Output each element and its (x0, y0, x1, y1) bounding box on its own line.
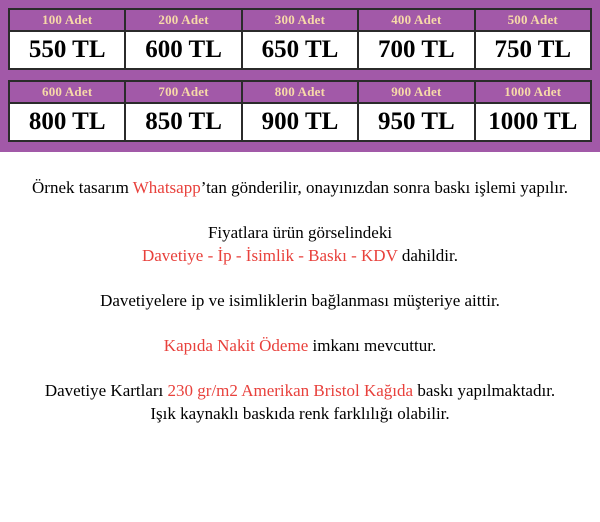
quantity-cell: 800 Adet (242, 81, 358, 103)
note-paper-highlight: 230 gr/m2 Amerikan Bristol Kağıda (167, 380, 414, 400)
quantity-cell: 600 Adet (9, 81, 125, 103)
quantity-cell: 100 Adet (9, 9, 125, 31)
quantity-cell: 300 Adet (242, 9, 358, 31)
quantity-cell: 700 Adet (125, 81, 241, 103)
price-table-row-1 (8, 8, 592, 70)
note-string-tags-text: Davetiyelere ip ve isimliklerin bağlanması müşteriye aittir. (100, 290, 500, 310)
table-row (9, 31, 591, 69)
note-whatsapp-suffix: ’tan gönderilir, onayınızdan sonra baskı işlemi yapılır. (200, 178, 568, 197)
note-included-highlight: Davetiye - İp - İsimlik - Baskı - KDV (141, 245, 398, 265)
price-cell: 750 TL (475, 31, 591, 69)
table-row (9, 9, 591, 31)
note-included-suffix: dahildir. (397, 245, 459, 265)
note-whatsapp-highlight: Whatsapp (132, 178, 201, 197)
note-string-tags (10, 290, 590, 313)
price-cell: 950 TL (358, 103, 474, 141)
price-table-row-2 (8, 80, 592, 142)
price-cell: 700 TL (358, 31, 474, 69)
note-whatsapp-prefix: Örnek tasarım (32, 178, 133, 197)
note-included-line2 (10, 245, 590, 268)
quantity-cell: 1000 Adet (475, 81, 591, 103)
note-paper-line2: Işık kaynaklı baskıda renk farklılığı olabilir. (150, 403, 450, 423)
note-payment-suffix: imkanı mevcuttur. (308, 335, 437, 355)
note-paper-suffix: baskı yapılmaktadır. (413, 380, 556, 400)
quantity-cell: 500 Adet (475, 9, 591, 31)
note-included-line1: Fiyatlara ürün görselindeki (207, 223, 393, 242)
price-cell: 600 TL (125, 31, 241, 69)
quantity-cell: 900 Adet (358, 81, 474, 103)
price-cell: 900 TL (242, 103, 358, 141)
notes-section (0, 152, 600, 426)
price-cell: 850 TL (125, 103, 241, 141)
price-cell: 1000 TL (475, 103, 591, 141)
note-paper (10, 380, 590, 426)
price-cell: 800 TL (9, 103, 125, 141)
price-cell: 550 TL (9, 31, 125, 69)
table-row (9, 103, 591, 141)
note-paper-prefix: Davetiye Kartları (44, 380, 168, 400)
price-cell: 650 TL (242, 31, 358, 69)
note-included (10, 222, 590, 268)
quantity-cell: 200 Adet (125, 9, 241, 31)
note-whatsapp (10, 178, 590, 198)
note-payment (10, 335, 590, 358)
price-panel (0, 0, 600, 152)
note-payment-highlight: Kapıda Nakit Ödeme (163, 335, 309, 355)
note-paper-line1 (10, 380, 590, 403)
table-row (9, 81, 591, 103)
quantity-cell: 400 Adet (358, 9, 474, 31)
